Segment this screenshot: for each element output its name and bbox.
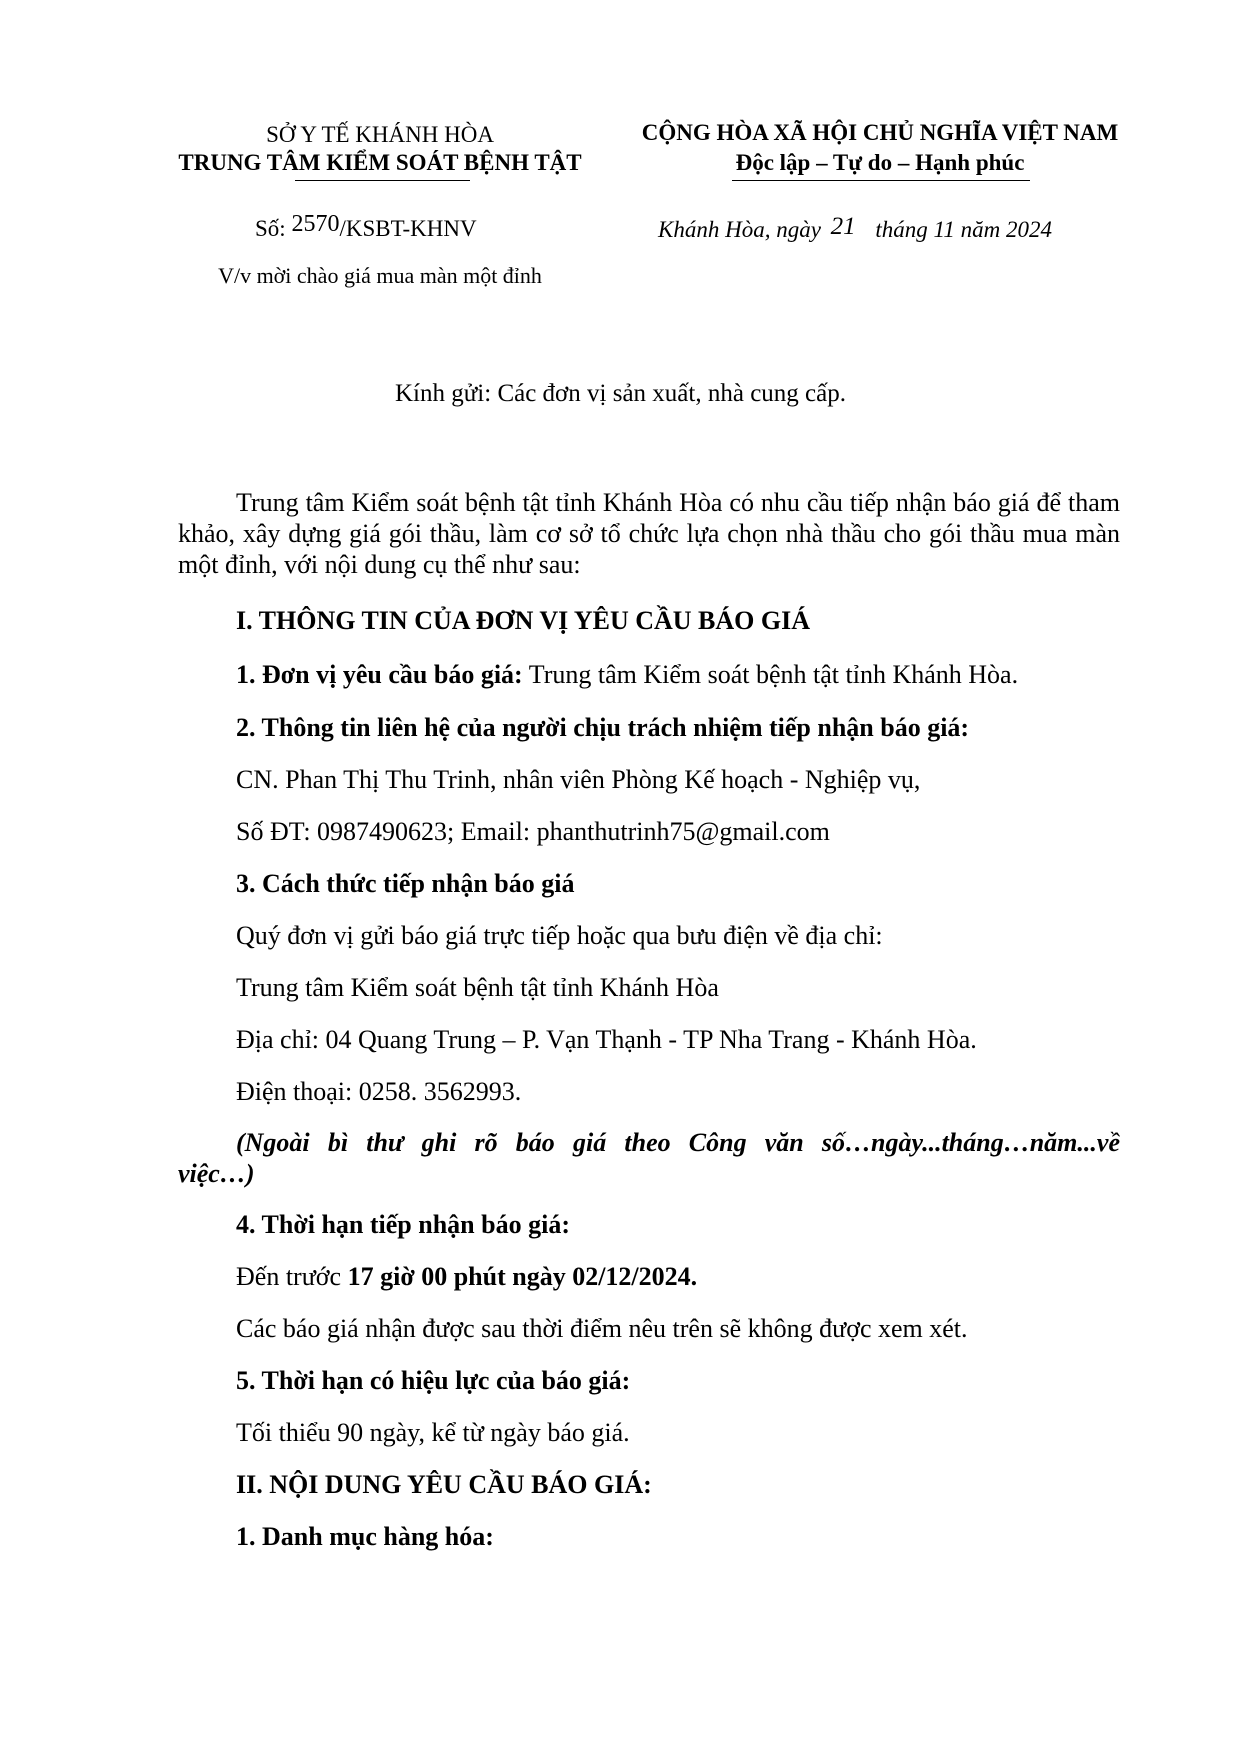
deadline-value: 17 giờ 00 phút ngày 02/12/2024.: [347, 1262, 698, 1291]
deadline-prefix: Đến trước: [236, 1262, 342, 1291]
section2-item1-label: 1. Danh mục hàng hóa:: [236, 1522, 494, 1551]
section2-title: II. NỘI DUNG YÊU CẦU BÁO GIÁ:: [236, 1470, 652, 1499]
document-subject: V/v mời chào giá mua màn một đỉnh: [218, 263, 542, 288]
section1-item3-label: 3. Cách thức tiếp nhận báo giá: [236, 869, 575, 898]
deadline-note: Các báo giá nhận được sau thời điểm nêu trên sẽ không được xem xét.: [236, 1314, 968, 1343]
unit-underline: [295, 180, 470, 181]
section1-item2-label: 2. Thông tin liên hệ của người chịu trách nhiệm tiếp nhận báo giá:: [236, 713, 970, 742]
date-prefix: Khánh Hòa, ngày: [658, 217, 821, 242]
deadline-line: [236, 1262, 697, 1292]
item1-label: 1. Đơn vị yêu cầu báo giá:: [236, 660, 523, 689]
delivery-method: Quý đơn vị gửi báo giá trực tiếp hoặc qua bưu điện về địa chỉ:: [236, 921, 883, 950]
recipient-address: Địa chỉ: 04 Quang Trung – P. Vạn Thạnh - TP Nha Trang - Khánh Hòa.: [236, 1025, 977, 1054]
section1-title: I. THÔNG TIN CỦA ĐƠN VỊ YÊU CẦU BÁO GIÁ: [236, 606, 811, 635]
number-suffix: /KSBT-KHNV: [339, 216, 477, 241]
nation-motto: Độc lập – Tự do – Hạnh phúc: [735, 150, 1025, 175]
unit-name: TRUNG TÂM KIỂM SOÁT BỆNH TẬT: [178, 150, 582, 175]
section1-item4-label: 4. Thời hạn tiếp nhận báo giá:: [236, 1210, 570, 1239]
date-day: 21: [830, 213, 856, 240]
envelope-note: (Ngoài bì thư ghi rõ báo giá theo Công văn số…ngày...tháng…năm...về việc…): [178, 1128, 1120, 1188]
contact-person: CN. Phan Thị Thu Trinh, nhân viên Phòng Kế hoạch - Nghiệp vụ,: [236, 765, 921, 794]
contact-phone-email: Số ĐT: 0987490623; Email: phanthutrinh75@gmail.com: [236, 817, 830, 846]
section1-item5-label: 5. Thời hạn có hiệu lực của báo giá:: [236, 1366, 631, 1395]
document-number: [255, 211, 477, 243]
nation-title: CỘNG HÒA XÃ HỘI CHỦ NGHĨA VIỆT NAM: [641, 120, 1119, 145]
document-date: [658, 213, 1052, 244]
intro-paragraph: Trung tâm Kiểm soát bệnh tật tỉnh Khánh Hòa có nhu cầu tiếp nhận báo giá để tham khảo, xây dựng giá gói thầu, làm cơ sở tổ chức lựa chọn nhà thầu cho gói thầu mua màn một đỉnh, với nội dung cụ thể như sau:: [178, 488, 1120, 579]
section1-item1: [236, 660, 1018, 690]
recipient: Kính gửi: Các đơn vị sản xuất, nhà cung cấp.: [395, 380, 846, 407]
validity-period: Tối thiểu 90 ngày, kể từ ngày báo giá.: [236, 1418, 630, 1447]
number-prefix: Số:: [255, 216, 286, 241]
recipient-organization: Trung tâm Kiểm soát bệnh tật tỉnh Khánh Hòa: [236, 973, 719, 1002]
item1-value: Trung tâm Kiểm soát bệnh tật tỉnh Khánh Hòa.: [528, 660, 1019, 689]
agency-name: SỞ Y TẾ KHÁNH HÒA: [266, 122, 494, 147]
motto-underline: [732, 180, 1030, 181]
number-value: 2570: [291, 211, 340, 237]
date-rest: tháng 11 năm 2024: [875, 217, 1052, 242]
recipient-phone: Điện thoại: 0258. 3562993.: [236, 1077, 522, 1106]
